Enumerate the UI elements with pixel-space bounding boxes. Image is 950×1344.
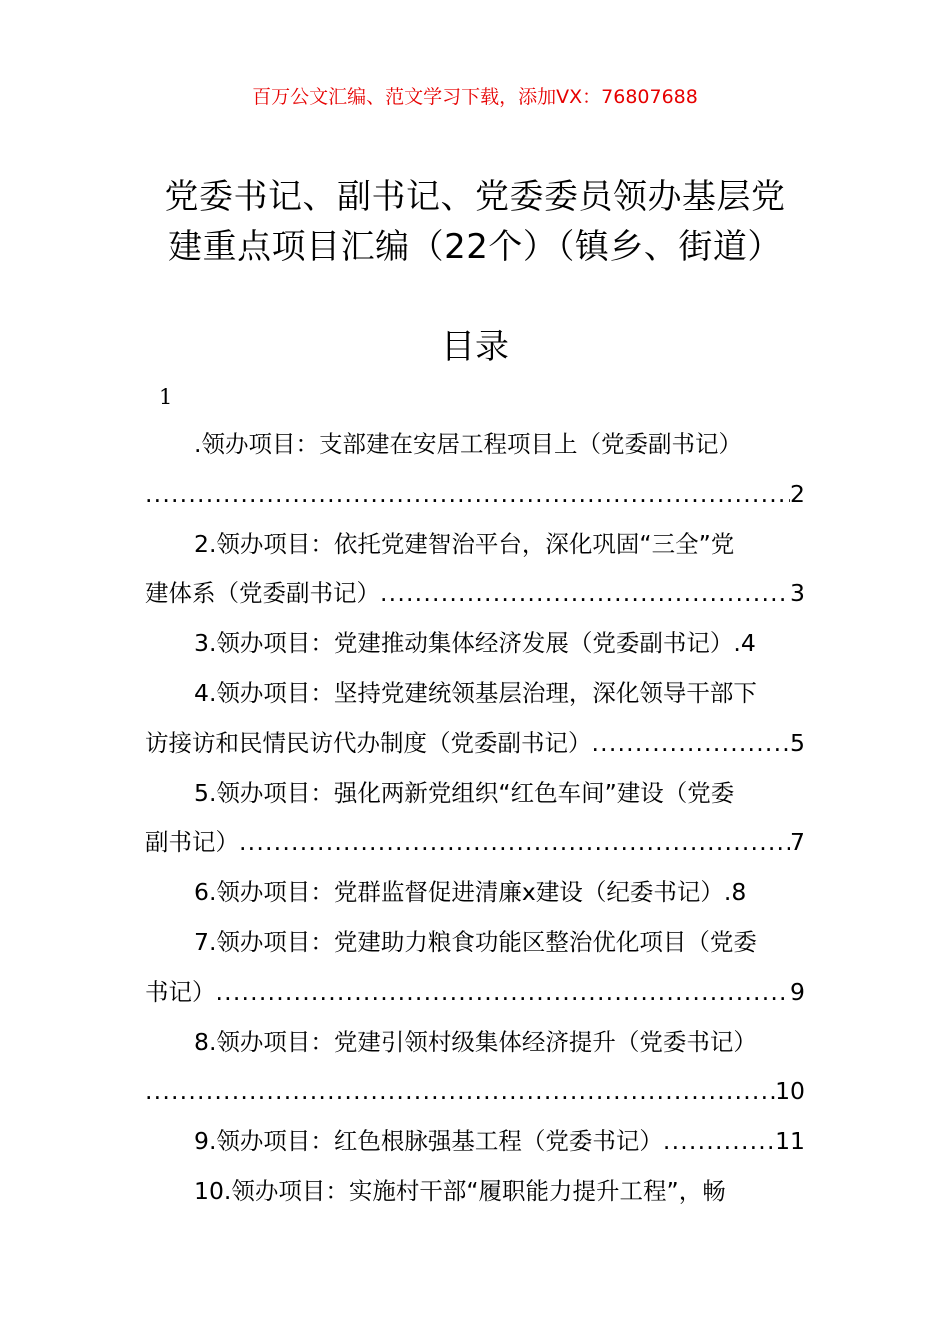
toc-entry-1-leader[interactable] [145,470,805,520]
toc-entry-page: 7 [790,828,805,857]
toc-entry-text: 建体系（党委副书记） [145,579,380,608]
toc-entry-text: 7.领办项目：党建助力粮食功能区整治优化项目（党委 [194,927,757,956]
toc-entry-7-cont[interactable] [145,968,805,1018]
toc-entry-text: 书记） [145,977,216,1006]
toc-entry-page: 3 [790,579,805,608]
toc-entry-text: 3.领办项目：党建推动集体经济发展（党委副书记）. [194,629,741,658]
header-note: 百万公文汇编、范文学习下载，添加VX：76807688 [252,86,698,108]
toc-entry-text: .领办项目：支部建在安居工程项目上（党委副书记） [194,430,742,458]
toc-entry-text: 5.领办项目：强化两新党组织“红色车间”建设（党委 [194,778,735,807]
toc-entry-text: 10.领办项目：实施村干部“履职能力提升工程”，畅 [194,1176,726,1205]
toc-entry-page: 4 [740,629,756,658]
toc-entry-text: 8.领办项目：党建引领村级集体经济提升（党委书记） [194,1027,757,1056]
toc-entry-7[interactable] [145,918,805,968]
toc-entry-8-leader[interactable] [145,1067,805,1117]
toc-entry-3[interactable] [145,619,805,669]
toc-entry-page: 11 [775,1127,805,1156]
toc-entry-4[interactable] [145,669,805,719]
toc-entry-text: 访接访和民情民访代办制度（党委副书记） [145,728,592,757]
dot-leader [145,1067,775,1117]
toc-entry-page: 9 [790,977,805,1006]
dot-leader [239,818,790,868]
document-title [140,172,810,272]
dot-leader [145,470,790,520]
toc-entry-text: 9.领办项目：红色根脉强基工程（党委书记） [194,1127,663,1156]
toc-heading: 目录 [441,327,509,367]
toc-entry-8[interactable] [145,1018,805,1068]
toc-entry-1[interactable] [145,420,805,470]
toc-entry-text: 2.领办项目：依托党建智治平台，深化巩固“三全”党 [194,529,735,558]
toc-entry-9[interactable] [145,1117,805,1167]
title-line-1: 党委书记、副书记、党委委员领办基层党 [164,177,786,217]
dot-leader [663,1117,775,1167]
dot-leader [380,569,790,619]
toc-entry-page: 2 [790,479,805,508]
toc-entry-5-cont[interactable] [145,818,805,868]
toc-entry-page: 8 [731,878,747,907]
toc-entry-text: 6.领办项目：党群监督促进清廉x建设（纪委书记）. [194,878,732,907]
toc-entry-page: 5 [790,728,805,757]
toc-entry-10[interactable] [145,1167,805,1217]
toc-entry-2-cont[interactable] [145,569,805,619]
toc-entry-6[interactable] [145,868,805,918]
toc-entry-2[interactable] [145,520,805,570]
title-line-2: 建重点项目汇编（22个）（镇乡、街道） [168,227,782,267]
dot-leader [216,968,791,1018]
toc-entry-4-cont[interactable] [145,719,805,769]
toc-entry-text: 4.领办项目：坚持党建统领基层治理，深化领导干部下 [194,678,757,707]
toc-entry-5[interactable] [145,769,805,819]
toc-entry-page: 10 [775,1077,805,1106]
table-of-contents [145,420,805,1217]
dot-leader [592,719,791,769]
toc-page-number: 1 [159,385,173,409]
toc-entry-text: 副书记） [145,828,239,857]
